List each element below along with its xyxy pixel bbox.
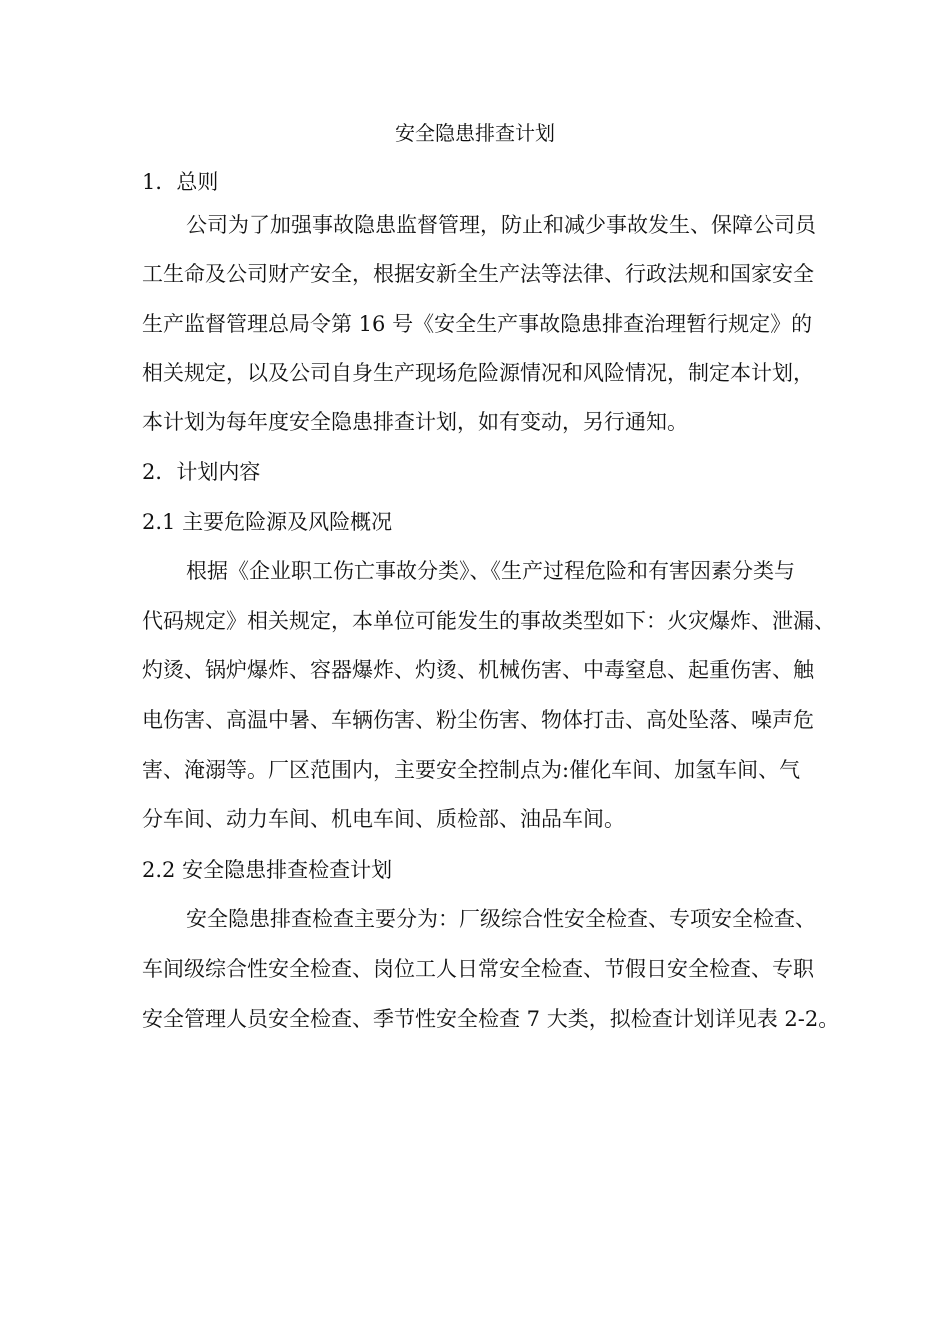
paragraph-line: 生产监督管理总局令第 16 号《安全生产事故隐患排查治理暂行规定》的 xyxy=(142,312,813,336)
heading-inspection-plan: 2.2 安全隐患排查检查计划 xyxy=(142,858,393,882)
paragraph-line: 本计划为每年度安全隐患排查计划，如有变动，另行通知。 xyxy=(142,410,688,434)
paragraph-line: 公司为了加强事故隐患监督管理，防止和减少事故发生、保障公司员 xyxy=(186,213,816,237)
paragraph-line: 电伤害、高温中暑、车辆伤害、粉尘伤害、物体打击、高处坠落、噪声危 xyxy=(142,708,814,732)
heading-general: 1．总则 xyxy=(142,170,219,194)
paragraph-line: 灼烫、锅炉爆炸、容器爆炸、灼烫、机械伤害、中毒窒息、起重伤害、触 xyxy=(142,658,814,682)
paragraph-line: 代码规定》相关规定，本单位可能发生的事故类型如下：火灾爆炸、泄漏、 xyxy=(142,609,835,633)
document-title: 安全隐患排查计划 xyxy=(395,121,555,145)
heading-plan-content: 2．计划内容 xyxy=(142,460,261,484)
paragraph-line: 安全管理人员安全检查、季节性安全检查 7 大类，拟检查计划详见表 2-2。 xyxy=(142,1007,840,1031)
heading-hazard-overview: 2.1 主要危险源及风险概况 xyxy=(142,510,393,534)
paragraph-line: 工生命及公司财产安全，根据安新全生产法等法律、行政法规和国家安全 xyxy=(142,262,814,286)
paragraph-line: 相关规定，以及公司自身生产现场危险源情况和风险情况，制定本计划， xyxy=(142,361,814,385)
paragraph-line: 根据《企业职工伤亡事故分类》、《生产过程危险和有害因素分类与 xyxy=(186,559,795,583)
paragraph-line: 车间级综合性安全检查、岗位工人日常安全检查、节假日安全检查、专职 xyxy=(142,957,814,981)
paragraph-line: 安全隐患排查检查主要分为：厂级综合性安全检查、专项安全检查、 xyxy=(186,907,816,931)
paragraph-line: 害、淹溺等。厂区范围内，主要安全控制点为:催化车间、加氢车间、气 xyxy=(142,758,801,782)
paragraph-line: 分车间、动力车间、机电车间、质检部、油品车间。 xyxy=(142,807,625,831)
